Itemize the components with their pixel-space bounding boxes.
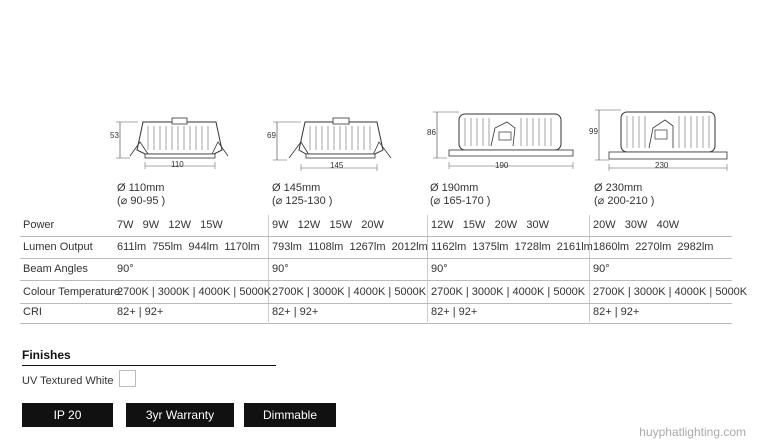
spec-row-beam (20, 259, 732, 281)
spec-cell: 82+ | 92+ (117, 306, 164, 318)
spec-cell: 82+ | 92+ (431, 306, 478, 318)
warranty-badge: 3yr Warranty (126, 403, 234, 427)
spec-label: Colour Temperature (23, 286, 121, 298)
diameter-label: Ø 230mm (594, 182, 643, 194)
width-label: 110 (171, 160, 184, 169)
diameter-label: Ø 110mm (117, 182, 165, 194)
spec-cell: 1860lm 2270lm 2982lm (593, 241, 714, 253)
spec-cell: 2700K | 3000K | 4000K | 5000K (593, 286, 748, 298)
spec-cell: 1162lm 1375lm 1728lm 2161lm (431, 241, 593, 253)
spec-label: CRI (23, 306, 42, 318)
dimmable-badge: Dimmable (244, 403, 336, 427)
spec-cell: 793lm 1108lm 1267lm 2012lm (272, 241, 428, 253)
cutout-label: (⌀ 200-210 ) (594, 195, 655, 207)
spec-cell: 611lm 755lm 944lm 1170lm (117, 241, 260, 253)
website-watermark: huyphatlighting.com (639, 425, 746, 439)
spec-cell: 7W 9W 12W 15W (117, 219, 223, 231)
spec-cell: 82+ | 92+ (593, 306, 640, 318)
cutout-label: (⌀ 90-95 ) (117, 195, 166, 207)
spec-cell: 2700K | 3000K | 4000K | 5000K (117, 286, 272, 298)
spec-cell: 82+ | 92+ (272, 306, 319, 318)
spec-cell: 9W 12W 15W 20W (272, 219, 384, 231)
diameter-label: Ø 145mm (272, 182, 321, 194)
spec-cell: 90° (593, 263, 610, 275)
width-label: 190 (495, 161, 509, 170)
spec-cell: 90° (272, 263, 289, 275)
spec-cell: 90° (117, 263, 134, 275)
spec-cell: 12W 15W 20W 30W (431, 219, 549, 231)
width-label: 145 (330, 161, 344, 170)
spec-row-colour-temperature (20, 282, 748, 304)
ip-rating-badge: IP 20 (22, 403, 113, 427)
spec-cell: 2700K | 3000K | 4000K | 5000K (272, 286, 427, 298)
spec-label: Lumen Output (23, 241, 93, 253)
width-label: 230 (655, 161, 669, 170)
height-label: 99 (589, 127, 598, 136)
spec-row-power (20, 215, 732, 237)
height-label: 53 (110, 131, 119, 140)
finishes-divider (22, 365, 276, 366)
spec-row-lumen (20, 237, 732, 259)
spec-cell: 2700K | 3000K | 4000K | 5000K (431, 286, 586, 298)
cutout-label: (⌀ 125-130 ) (272, 195, 333, 207)
finish-swatch (119, 370, 136, 387)
finishes-title: Finishes (22, 348, 71, 362)
diameter-label: Ø 190mm (430, 182, 479, 194)
spec-label: Beam Angles (23, 263, 88, 275)
cutout-label: (⌀ 165-170 ) (430, 195, 491, 207)
finish-label: UV Textured White (22, 375, 114, 387)
spec-cell: 90° (431, 263, 448, 275)
spec-label: Power (23, 219, 55, 231)
height-label: 69 (267, 131, 276, 140)
spec-row-cri (20, 302, 732, 324)
height-label: 86 (427, 128, 436, 137)
spec-cell: 20W 30W 40W (593, 219, 680, 231)
